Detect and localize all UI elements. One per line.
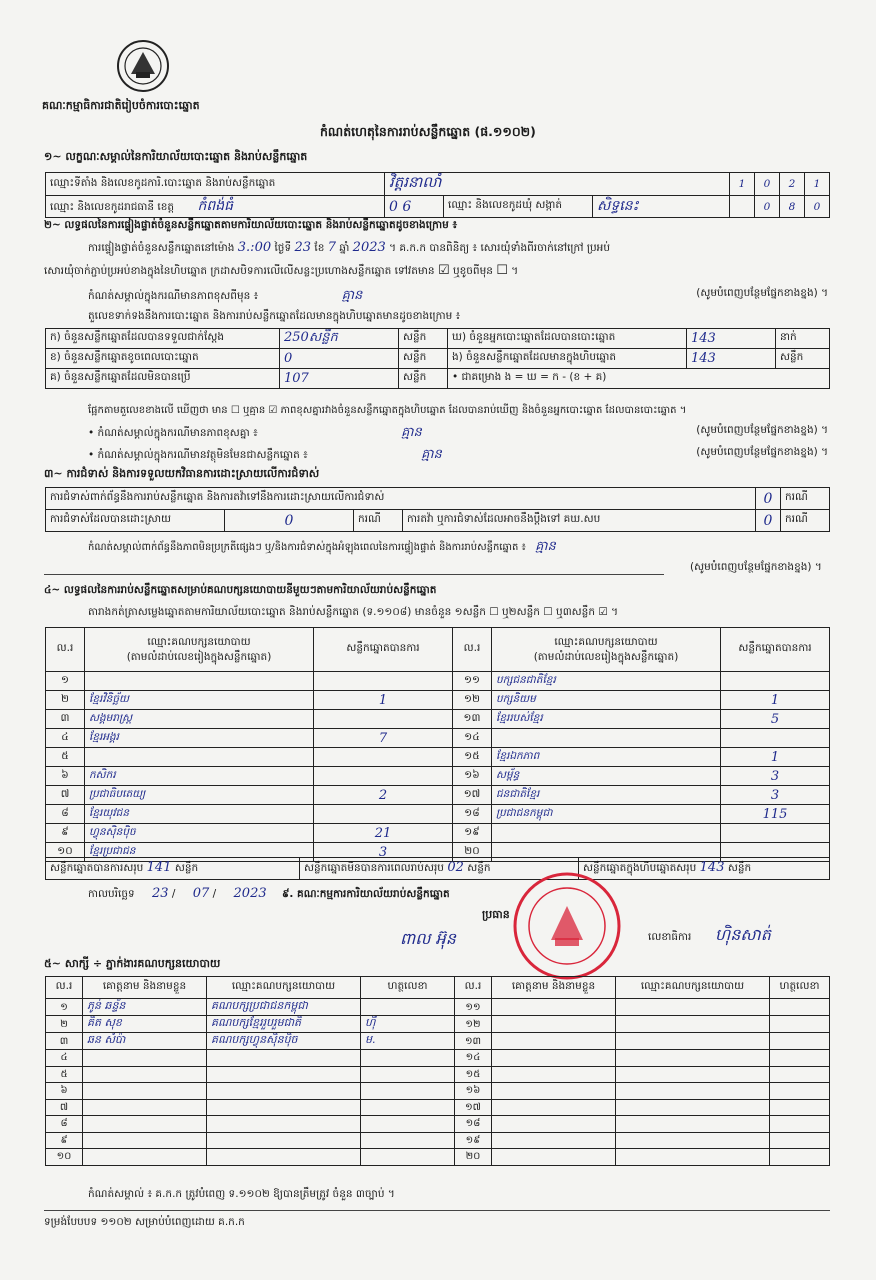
result-no: ២០	[453, 843, 492, 862]
witness-signature	[770, 1016, 830, 1033]
result-votes	[721, 824, 830, 843]
witness-no: ៨	[46, 1116, 83, 1133]
result-party: ខ្មែរអង្គរ	[85, 729, 314, 748]
official-stamp-seal	[505, 870, 630, 982]
result-no: ១៥	[453, 748, 492, 767]
witness-party	[616, 1099, 770, 1116]
total-valid	[46, 858, 300, 880]
date-label: កាលបរិច្ឆេទ	[88, 888, 135, 900]
count-unit: នាក់	[776, 329, 830, 349]
witness-signature: ហ៊ឺ	[361, 1016, 455, 1033]
result-row	[46, 729, 830, 748]
footer-divider	[44, 1210, 830, 1211]
total-invalid-label: សន្លឹកឆ្នោតមិនបានការពេលរាប់សរុប	[304, 862, 444, 874]
result-party: ប្រជាជនកម្ពុជា	[492, 805, 721, 824]
result-party: ខ្មែរយុវជន	[85, 805, 314, 824]
result-party: ខ្មែរឯកភាព	[492, 748, 721, 767]
witness-signature	[770, 1099, 830, 1116]
result-row	[46, 824, 830, 843]
section2-heading: ២~ លទ្ធផលនៃការផ្ទៀងផ្ទាត់ចំនួនសន្លឹកឆ្នោតតាមការិយាល័យបោះឆ្នោត និងរាប់សន្លឹកឆ្នោតដូចខាងក្រោម ៖	[44, 219, 458, 231]
witness-no: ៦	[46, 1083, 83, 1100]
total-valid-label: សន្លឹកឆ្នោតបានការសរុប	[50, 862, 144, 874]
count-unit: សន្លឹក	[399, 369, 448, 389]
total-unit: សន្លឹក	[727, 862, 752, 874]
witness-signature	[361, 1099, 455, 1116]
result-votes: 7	[314, 729, 453, 748]
witness-name	[492, 1099, 616, 1116]
verify-text-5: ។ គ.ក.ក បានពិនិត្យ ៖ សោរយុំទាំងពីរចាក់នៅក្រៅ ប្រអប់	[389, 242, 611, 254]
note3-value: គ្មាន	[421, 447, 442, 462]
witness-party	[616, 1132, 770, 1149]
location-label: ឈ្មោះទីតាំង និងលេខកូដការិ.បោះឆ្នោត និងរាប់សន្លឹកឆ្នោត	[46, 173, 385, 196]
count-unit: សន្លឹក	[399, 329, 448, 349]
witness-name	[492, 1083, 616, 1100]
result-row	[46, 710, 830, 729]
result-party: បក្សជនជាតិខ្មែរ	[492, 672, 721, 691]
note2-value: គ្មាន	[401, 425, 422, 440]
result-votes	[721, 672, 830, 691]
result-party: សម្ព័ន្ធ	[492, 767, 721, 786]
s3-note-hint: (សូមបំពេញបន្ថែមផ្នែកខាងខ្នង) ។	[690, 561, 822, 573]
w-col-party: ឈ្មោះគណបក្សនយោបាយ	[207, 977, 361, 999]
witness-party	[207, 1132, 361, 1149]
witness-no: ១១	[455, 999, 492, 1016]
result-row	[46, 672, 830, 691]
result-row	[46, 748, 830, 767]
witness-no: ១៧	[455, 1099, 492, 1116]
date-day: 23	[152, 886, 169, 901]
count-value: 107	[280, 369, 399, 389]
note3-hint: (សូមបំពេញបន្ថែមផ្នែកខាងខ្នង) ។	[696, 446, 828, 458]
witness-row	[46, 1016, 830, 1033]
result-votes: 3	[721, 767, 830, 786]
witness-no: ១៩	[455, 1132, 492, 1149]
witness-name	[83, 1116, 207, 1133]
nec-emblem-logo	[112, 38, 174, 94]
witness-name	[492, 999, 616, 1016]
witness-party: គណបក្សហ្វុនស៊ិនប៉ិច	[207, 1033, 361, 1050]
col-votes-header: សន្លឹកឆ្នោតបានការ	[721, 628, 830, 672]
witness-party	[616, 1050, 770, 1067]
verify-time: 3.:00	[237, 240, 272, 255]
count-label: ឃ) ចំនួនអ្នកបោះឆ្នោតដែលបានបោះឆ្នោត	[448, 329, 687, 349]
result-votes	[721, 729, 830, 748]
witness-signature	[770, 999, 830, 1016]
note1-line	[88, 287, 828, 306]
s3-note-line	[88, 538, 828, 557]
witness-no: ២	[46, 1016, 83, 1033]
appeal-unit: ករណី	[781, 510, 830, 532]
verification-line	[88, 240, 610, 257]
result-no: ១	[46, 672, 85, 691]
seal-broken-checkbox[interactable]: ☐	[496, 263, 508, 278]
result-no: ៤	[46, 729, 85, 748]
result-votes: 5	[721, 710, 830, 729]
witness-party	[616, 1033, 770, 1050]
witness-party	[207, 1099, 361, 1116]
count-unit: សន្លឹក	[776, 349, 830, 369]
count-label: គ) ចំនួនសន្លឹកឆ្នោតដែលមិនបានប្រើ	[46, 369, 280, 389]
code-digit: 1	[730, 173, 755, 196]
code-digit: 1	[805, 173, 830, 196]
witness-party	[616, 1066, 770, 1083]
date-line: កាលបរិច្ឆេទ 23 / 07 / 2023 ៩. គណៈកម្មការការិយាល័យរាប់សន្លឹកឆ្នោត	[88, 886, 450, 901]
result-votes: 115	[721, 805, 830, 824]
result-party: សង្គមរាស្ត្រ	[85, 710, 314, 729]
form-footer: ទម្រង់បែបបទ ១១០២ សម្រាប់បំពេញដោយ គ.ក.ក	[44, 1216, 245, 1228]
location-value: វិត្តរនាលាំ	[385, 173, 730, 196]
witness-row	[46, 1033, 830, 1050]
s3-dotted-line	[44, 574, 664, 575]
result-row	[46, 691, 830, 710]
result-votes: 1	[721, 691, 830, 710]
witness-party: គណបក្សខ្មែររួបរួមជាតិ	[207, 1016, 361, 1033]
total-ballots-label: សន្លឹកឆ្នោតក្នុងហិបឆ្នោតសរុប	[583, 862, 697, 874]
col-party-header	[85, 628, 314, 672]
witness-signature	[770, 1116, 830, 1133]
result-votes	[314, 672, 453, 691]
witness-no: ១០	[46, 1149, 83, 1166]
result-no: ១២	[453, 691, 492, 710]
province-value: កំពង់ធំ	[197, 198, 233, 214]
result-party	[492, 729, 721, 748]
result-no: ១៣	[453, 710, 492, 729]
witness-no: ៧	[46, 1099, 83, 1116]
w-col-name: គោត្តនាម និងនាមខ្លួន	[492, 977, 616, 999]
col-votes-header: សន្លឹកឆ្នោតបានការ	[314, 628, 453, 672]
verify-text-4: ឆ្នាំ	[339, 242, 350, 254]
result-no: ១០	[46, 843, 85, 862]
witness-signature	[770, 1149, 830, 1166]
result-party	[85, 672, 314, 691]
code-digit: 2	[780, 173, 805, 196]
col-no-header: ល.រ	[453, 628, 492, 672]
result-no: ៦	[46, 767, 85, 786]
seal-ok-checkbox[interactable]: ☑	[437, 263, 450, 278]
witness-name	[492, 1116, 616, 1133]
witness-row	[46, 999, 830, 1016]
result-votes: 1	[721, 748, 830, 767]
witness-party	[207, 1149, 361, 1166]
w-col-name: គោត្តនាម និងនាមខ្លួន	[83, 977, 207, 999]
result-no: ៨	[46, 805, 85, 824]
witness-row	[46, 1132, 830, 1149]
witness-signature	[770, 1033, 830, 1050]
witness-body	[46, 999, 830, 1166]
witness-name: ឆន សំប៉ា	[83, 1033, 207, 1050]
witness-name: ភូន់ ឆន្ទ័ន	[83, 999, 207, 1016]
col-party-sub: (តាមលំដាប់លេខរៀងក្នុងសន្លឹកឆ្នោត)	[533, 650, 679, 663]
total-unit: សន្លឹក	[174, 862, 199, 874]
result-votes	[314, 805, 453, 824]
witness-no: ១៣	[455, 1033, 492, 1050]
witness-name	[83, 1099, 207, 1116]
count-unit: សន្លឹក	[399, 349, 448, 369]
result-no: ៥	[46, 748, 85, 767]
witness-name	[83, 1083, 207, 1100]
resolved-label: ការជំទាស់ដែលបានដោះស្រាយ	[46, 510, 225, 532]
page-title: កំណត់ហេតុនៃការរាប់សន្លឹកឆ្នោត (ផ.១១០២)	[320, 124, 536, 139]
witness-name	[492, 1033, 616, 1050]
result-party: ហ្វុនស៊ិនប៉ិច	[85, 824, 314, 843]
result-party: ជនជាតិខ្មែរ	[492, 786, 721, 805]
footnote: កំណត់សម្គាល់ ៖ គ.ក.ក ត្រូវបំពេញ ទ.១១០២ ឱ្យបានត្រឹមត្រូវ ចំនួន ៣ច្បាប់ ។	[88, 1188, 395, 1200]
commune-value: សិទ្ធនេះ	[593, 196, 730, 218]
witness-name	[492, 1016, 616, 1033]
counts-table	[45, 328, 830, 389]
col-party-header	[492, 628, 721, 672]
tally-sheet-count: តារាងកត់ត្រាសម្លេងឆ្នោតតាមការិយាល័យបោះឆ្នោត និងរាប់សន្លឹកឆ្នោត (ទ.១១០៨) មានចំនួន ១សន្លឹក ☐ ឬ២សន្លឹក ☐ ឬ៣សន្លឹក ☑ ។	[88, 606, 619, 618]
witness-row	[46, 1149, 830, 1166]
appeal-value: 0	[755, 510, 780, 532]
count-value: 143	[687, 329, 776, 349]
note3-label: • កំណត់សម្គាល់ក្នុងករណីមានវត្ថុមិនមែនជាសន្លឹកឆ្នោត ៖	[88, 449, 308, 461]
org-name: គណៈកម្មាធិការជាតិរៀបចំការបោះឆ្នោត	[42, 99, 200, 112]
witness-no: ១៨	[455, 1116, 492, 1133]
witness-name	[83, 1050, 207, 1067]
witness-signature	[770, 1132, 830, 1149]
result-no: ១១	[453, 672, 492, 691]
verify-text-1: ការផ្ទៀងផ្ទាត់ចំនួនសន្លឹកឆ្នោតនៅម៉ោង	[88, 242, 235, 254]
result-no: ៣	[46, 710, 85, 729]
results-body	[46, 672, 830, 862]
note1-label: កំណត់សម្គាល់ក្នុងករណីមានភាពខុសពីមុន ៖	[88, 290, 259, 302]
result-votes	[314, 748, 453, 767]
result-votes: 3	[314, 843, 453, 862]
code-digit: 0	[755, 173, 780, 196]
chair-signature: ពាល អ៊ុន	[400, 929, 456, 948]
witness-table	[45, 976, 830, 1166]
witness-row	[46, 1083, 830, 1100]
note2-label: • កំណត់សម្គាល់ក្នុងករណីមានភាពខុសគ្នា ៖	[88, 427, 258, 439]
result-votes: 1	[314, 691, 453, 710]
total-ballots-value: 143	[699, 860, 725, 875]
objection-unit: ករណី	[781, 488, 830, 510]
w-col-no: ល.រ	[46, 977, 83, 999]
total-unit: សន្លឹក	[467, 862, 491, 874]
compare-line: ផ្អែកតាមតួលេខខាងលើ ឃើញថា មាន ☐ ឬគ្មាន ☑ ភាពខុសគ្នារវាងចំនួនសន្លឹកឆ្នោតក្នុងហិបឆ្នោត ដែលបានរាប់ឃើញ និងចំនួនអ្នកបោះឆ្នោត ដែលបានបោះឆ្នោត ។	[88, 405, 687, 416]
count-value: 0	[280, 349, 399, 369]
commune-digit: 0	[755, 196, 780, 218]
witness-party	[207, 1050, 361, 1067]
result-votes: 3	[721, 786, 830, 805]
witness-no: ១២	[455, 1016, 492, 1033]
section4-heading: ៤~ លទ្ធផលនៃការរាប់សន្លឹកឆ្នោតសម្រាប់គណបក្សនយោបាយនីមួយៗតាមការិយាល័យរាប់សន្លឹកឆ្នោត	[44, 584, 437, 596]
result-row	[46, 786, 830, 805]
witness-signature	[361, 1149, 455, 1166]
witness-name	[492, 1149, 616, 1166]
witness-signature	[770, 1066, 830, 1083]
witness-signature	[361, 1083, 455, 1100]
section3-heading: ៣~ ការជំទាស់ និងការទទួលយកវិធានការដោះស្រាយលើការជំទាស់	[44, 467, 320, 480]
count-formula: • ជាគម្រោង ង = ឃ = ក - (ខ + គ)	[448, 369, 830, 389]
witness-row	[46, 1116, 830, 1133]
witness-name	[83, 1066, 207, 1083]
witness-no: ១៤	[455, 1050, 492, 1067]
witness-name	[83, 1132, 207, 1149]
result-no: ១៦	[453, 767, 492, 786]
witness-signature	[770, 1050, 830, 1067]
w-col-sign: ហត្ថលេខា	[361, 977, 455, 999]
witness-no: ១៦	[455, 1083, 492, 1100]
witness-name	[492, 1066, 616, 1083]
result-party: ខ្មែររបស់ខ្មែរ	[492, 710, 721, 729]
w-col-party: ឈ្មោះគណបក្សនយោបាយ	[616, 977, 770, 999]
count-value: 250សន្លឹក	[280, 329, 399, 349]
counts-intro: តួលេខទាក់ទងនឹងការបោះឆ្នោត និងការរាប់សន្លឹកឆ្នោតដែលមានក្នុងហិបឆ្នោតមានដូចខាងក្រោម ៖	[88, 310, 461, 322]
results-table	[45, 627, 830, 862]
s3-note-label: កំណត់សម្គាល់ពាក់ព័ន្ធនឹងភាពមិនប្រក្រតីផ្សេងៗ ឬ/និងការជំទាស់ក្នុងអំឡុងពេលនៃការផ្ទៀងផ្ទាត់ និងការរាប់សន្លឹកឆ្នោត ៖	[88, 542, 526, 553]
seal-text: សោរយុំចាក់ភ្ជាប់ប្រអប់ខាងក្នុងនៃហិបឆ្នោត ក្រដាសបិទការលើលើសន្លះប្រហោងសន្លឹកឆ្នោត ទៅវតមាន	[44, 265, 435, 277]
witness-party	[207, 1116, 361, 1133]
witness-no: ១៥	[455, 1066, 492, 1083]
result-no: ១៤	[453, 729, 492, 748]
verify-month: 7	[327, 240, 336, 255]
result-row	[46, 805, 830, 824]
province-code: 0 6	[385, 196, 444, 218]
witness-signature	[361, 1116, 455, 1133]
result-party: បក្សនិយម	[492, 691, 721, 710]
objections-table	[45, 487, 830, 532]
count-label: ង) ចំនួនសន្លឹកឆ្នោតដែលមានក្នុងហិបឆ្នោត	[448, 349, 687, 369]
date-month: 07	[192, 886, 210, 901]
witness-name	[492, 1050, 616, 1067]
result-no: ១៧	[453, 786, 492, 805]
witness-row	[46, 1066, 830, 1083]
s3-note-value: គ្មាន	[535, 539, 556, 554]
note3-line	[88, 446, 828, 465]
seal-line: សោរយុំចាក់ភ្ជាប់ប្រអប់ខាងក្នុងនៃហិបឆ្នោត ក្រដាសបិទការលើលើសន្លះប្រហោងសន្លឹកឆ្នោត ទៅវតមាន ☑ ឬខូចពីមុន ☐ ។	[44, 263, 519, 278]
w-col-sign: ហត្ថលេខា	[770, 977, 830, 999]
date-year: 2023	[233, 886, 267, 901]
secretary-signature: ហ៊ិនសាត់	[715, 925, 771, 944]
objection-label: ការជំទាស់ពាក់ព័ន្ធនឹងការរាប់សន្លឹកឆ្នោត និងការតវ៉ាទៅនឹងការដោះស្រាយលើការជំទាស់	[46, 488, 756, 510]
witness-no: ៥	[46, 1066, 83, 1083]
commune-label: ឈ្មោះ និងលេខកូដឃុំ សង្កាត់	[444, 196, 593, 218]
province-label	[46, 196, 385, 218]
result-party	[85, 748, 314, 767]
secretary-label: លេខាធិការ	[648, 931, 692, 943]
witness-party	[616, 1116, 770, 1133]
witness-no: ១	[46, 999, 83, 1016]
appeal-label: ការតវ៉ា ឬការជំទាស់ដែលអាចនឹងប្តឹងទៅ គឃ.សប	[403, 510, 756, 532]
witness-party	[616, 999, 770, 1016]
result-party	[492, 824, 721, 843]
witness-party	[616, 1083, 770, 1100]
witness-no: ៩	[46, 1132, 83, 1149]
witness-name	[83, 1149, 207, 1166]
province-label-text: ឈ្មោះ និងលេខកូដរាជធានី ខេត្ត	[50, 201, 175, 213]
witness-name: គិត សុខ	[83, 1016, 207, 1033]
result-party: ប្រជាធិបតេយ្យ	[85, 786, 314, 805]
witness-party	[616, 1149, 770, 1166]
seal-or-text: ឬខូចពីមុន	[452, 265, 493, 277]
witness-party	[207, 1083, 361, 1100]
section1-heading: ១~ លក្ខណៈសម្គាល់នៃការិយាល័យបោះឆ្នោត និងរាប់សន្លឹកឆ្នោត	[44, 150, 308, 163]
result-no: ២	[46, 691, 85, 710]
verify-day: 23	[294, 240, 312, 255]
witness-no: ៤	[46, 1050, 83, 1067]
result-party: ខ្មែរវិនិច្ឆ័យ	[85, 691, 314, 710]
committee-label: ៩. គណៈកម្មការការិយាល័យរាប់សន្លឹកឆ្នោត	[281, 888, 450, 900]
count-value: 143	[687, 349, 776, 369]
witness-signature	[361, 1050, 455, 1067]
witness-signature	[361, 1066, 455, 1083]
col-party-title: ឈ្មោះគណបក្សនយោបាយ	[147, 635, 251, 648]
count-label: ក) ចំនួនសន្លឹកឆ្នោតដែលបានទទួលជាក់ស្តែង	[46, 329, 280, 349]
chair-label: ប្រធាន	[482, 908, 510, 921]
totals-table	[45, 857, 830, 880]
verify-text-3: ខែ	[314, 242, 325, 254]
w-col-no: ល.រ	[455, 977, 492, 999]
note2-hint: (សូមបំពេញបន្ថែមផ្នែកខាងខ្នង) ។	[696, 424, 828, 436]
witness-no: ៣	[46, 1033, 83, 1050]
col-no-header: ល.រ	[46, 628, 85, 672]
result-votes: 21	[314, 824, 453, 843]
col-party-title: ឈ្មោះគណបក្សនយោបាយ	[554, 635, 658, 648]
note1-value: គ្មាន	[341, 288, 363, 303]
verify-year: 2023	[352, 240, 386, 255]
result-row	[46, 767, 830, 786]
witness-row	[46, 1050, 830, 1067]
count-label: ខ) ចំនួនសន្លឹកឆ្នោតខូចពេលបោះឆ្នោត	[46, 349, 280, 369]
witness-row	[46, 1099, 830, 1116]
result-votes: 2	[314, 786, 453, 805]
code-spacer	[730, 196, 755, 218]
result-no: ៧	[46, 786, 85, 805]
result-votes	[314, 767, 453, 786]
witness-party	[616, 1016, 770, 1033]
note2-line	[88, 424, 828, 443]
result-no: ១៩	[453, 824, 492, 843]
witness-party	[207, 1066, 361, 1083]
result-votes	[314, 710, 453, 729]
verify-text-2: ថ្ងៃទី	[274, 242, 292, 254]
witness-signature	[361, 1132, 455, 1149]
resolved-unit: ករណី	[354, 510, 403, 532]
result-party: កសិករ	[85, 767, 314, 786]
section5-heading: ៥~ សាក្សី ÷ ភ្នាក់ងារគណបក្សនយោបាយ	[44, 957, 221, 970]
result-no: ៩	[46, 824, 85, 843]
objection-value: 0	[755, 488, 780, 510]
witness-signature	[361, 999, 455, 1016]
total-valid-value: 141	[146, 860, 172, 875]
witness-name	[492, 1132, 616, 1149]
note1-hint: (សូមបំពេញបន្ថែមផ្នែកខាងខ្នង) ។	[696, 287, 828, 299]
commune-digit: 8	[780, 196, 805, 218]
witness-signature	[770, 1083, 830, 1100]
section1-table	[45, 172, 830, 218]
witness-signature: ម.	[361, 1033, 455, 1050]
witness-party: គណបក្សប្រជាជនកម្ពុជា	[207, 999, 361, 1016]
total-invalid-value: 02	[447, 860, 464, 875]
result-no: ១៨	[453, 805, 492, 824]
result-party: ខ្មែរប្រជាជន	[85, 843, 314, 862]
col-party-sub: (តាមលំដាប់លេខរៀងក្នុងសន្លឹកឆ្នោត)	[126, 650, 272, 663]
witness-no: ២០	[455, 1149, 492, 1166]
commune-digit: 0	[805, 196, 830, 218]
resolved-value: 0	[225, 510, 354, 532]
